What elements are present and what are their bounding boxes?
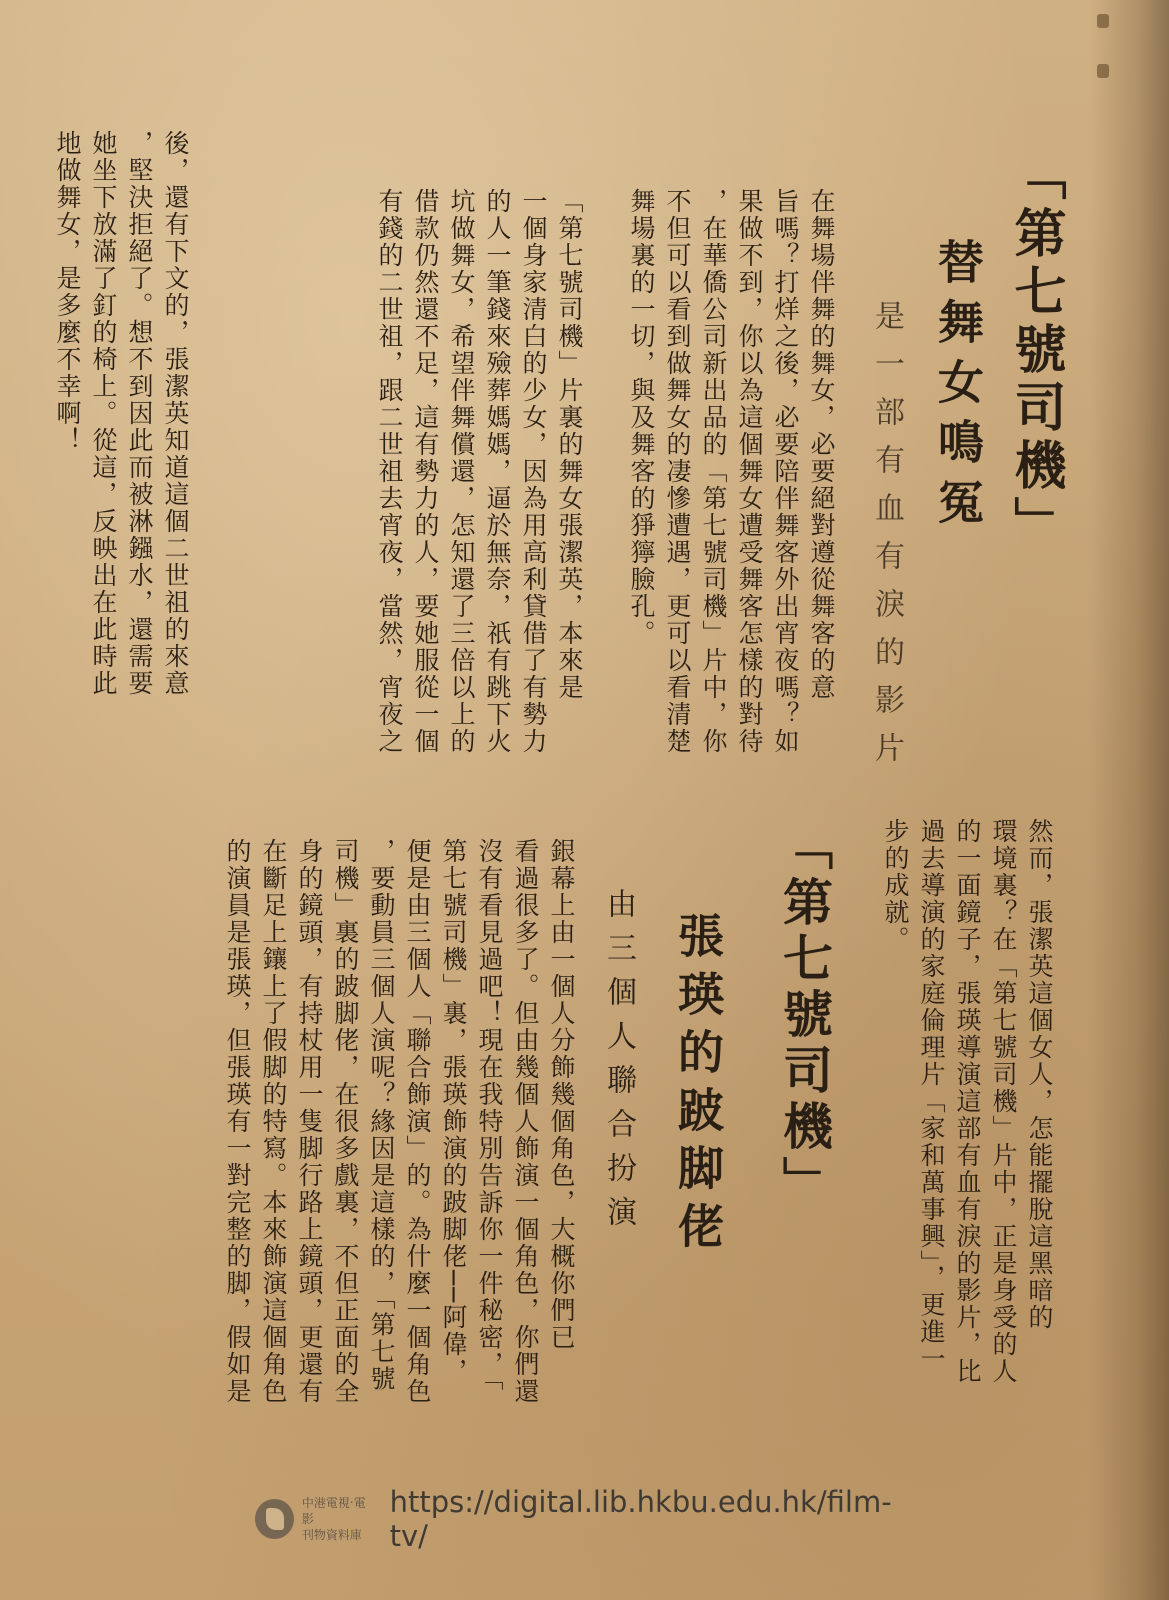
article-1-headline: 替舞女鳴冤 xyxy=(931,238,985,538)
article-2-headline: 張瑛的跛脚佬 xyxy=(671,912,725,1260)
article-1-body-b: 後，還有下文的，張潔英知道這個二世祖的來意 ，堅決拒絕了。想不到因此而被淋鏹水，還需要 她坐下放滿了釘的椅上。從這，反映出在此時此 地做舞女，是多麼不幸啊！ xyxy=(53,130,190,697)
article-1-body-c: 然而，張潔英這個女人，怎能擺脫這黑暗的 環境裏？在「第七號司機」片中，正是身受的人 的一面鏡子，張瑛導演這部有血有淚的影片，比 過去導演的家庭倫理片「家和萬事興」，更進一 步的成就。 xyxy=(881,818,1054,1385)
binding-hole xyxy=(1097,64,1109,78)
article-2-subtitle: 由三個人聯合扮演 xyxy=(601,888,636,1240)
archive-logo-icon xyxy=(255,1499,294,1539)
archive-name-line2: 刊物資料庫 xyxy=(301,1528,362,1542)
binding-hole xyxy=(1097,14,1109,28)
archive-watermark xyxy=(255,1485,915,1553)
binding-holes xyxy=(1097,0,1111,1600)
archive-url: https://digital.lib.hkbu.edu.hk/film-tv/ xyxy=(389,1485,892,1553)
article-1-byline: 是一部有血有淚的影片 xyxy=(869,300,904,780)
article-2-body: 銀幕上由一個人分飾幾個角色，大概你們已 看過很多了。但由幾個人飾演一個角色，你們還 沒有看見過吧！現在我特別告訴你一件秘密，「 第七號司機」裏，張瑛飾演的跛脚佬──阿偉， 便是由三個人「聯合飾演」的。為什麼一個角色 ，要動員三個人演呢？緣因是這樣的，「第七號 司機」裏的跛脚佬，在很多戲裏，不但正面的全 身的鏡頭，有持杖用一隻脚行路上鏡頭，更還有 在斷足上鑲上了假脚的特寫。本來飾演這個角色 的演員是張瑛，但張瑛有一對完整的脚，假如是 xyxy=(223,838,576,1405)
article-1-title: 「第七號司機」 xyxy=(1005,148,1065,554)
article-2-title: 「第七號司機」 xyxy=(775,820,833,1212)
archive-name-line1: 中港電視‧電影 xyxy=(301,1496,366,1526)
article-1-body-a: 在舞場伴舞的舞女，必要絕對遵從舞客的意 旨嗎？打烊之後，必要陪伴舞客外出宵夜嗎？如 果做不到，你以為這個舞女遭受舞客怎樣的對待 ，在華僑公司新出品的「第七號司機」片中，你 不但可以看到做舞女的凄慘遭遇，更可以看清楚 舞場裏的一切，與及舞客的猙獰臉孔。 「第七號司機」片裏的舞女張潔英，本來是 一個身家清白的少女，因為用高利貸借了有勢力 的人一筆錢來殮葬媽媽，逼於無奈，祇有跳下火 坑做舞女，希望伴舞償還，怎知還了三倍以上的 借款仍然還不足，這有勢力的人，要她服從一個 有錢的二世祖，跟二世祖去宵夜，當然，宵夜之 xyxy=(375,188,836,755)
archive-name xyxy=(302,1495,376,1543)
